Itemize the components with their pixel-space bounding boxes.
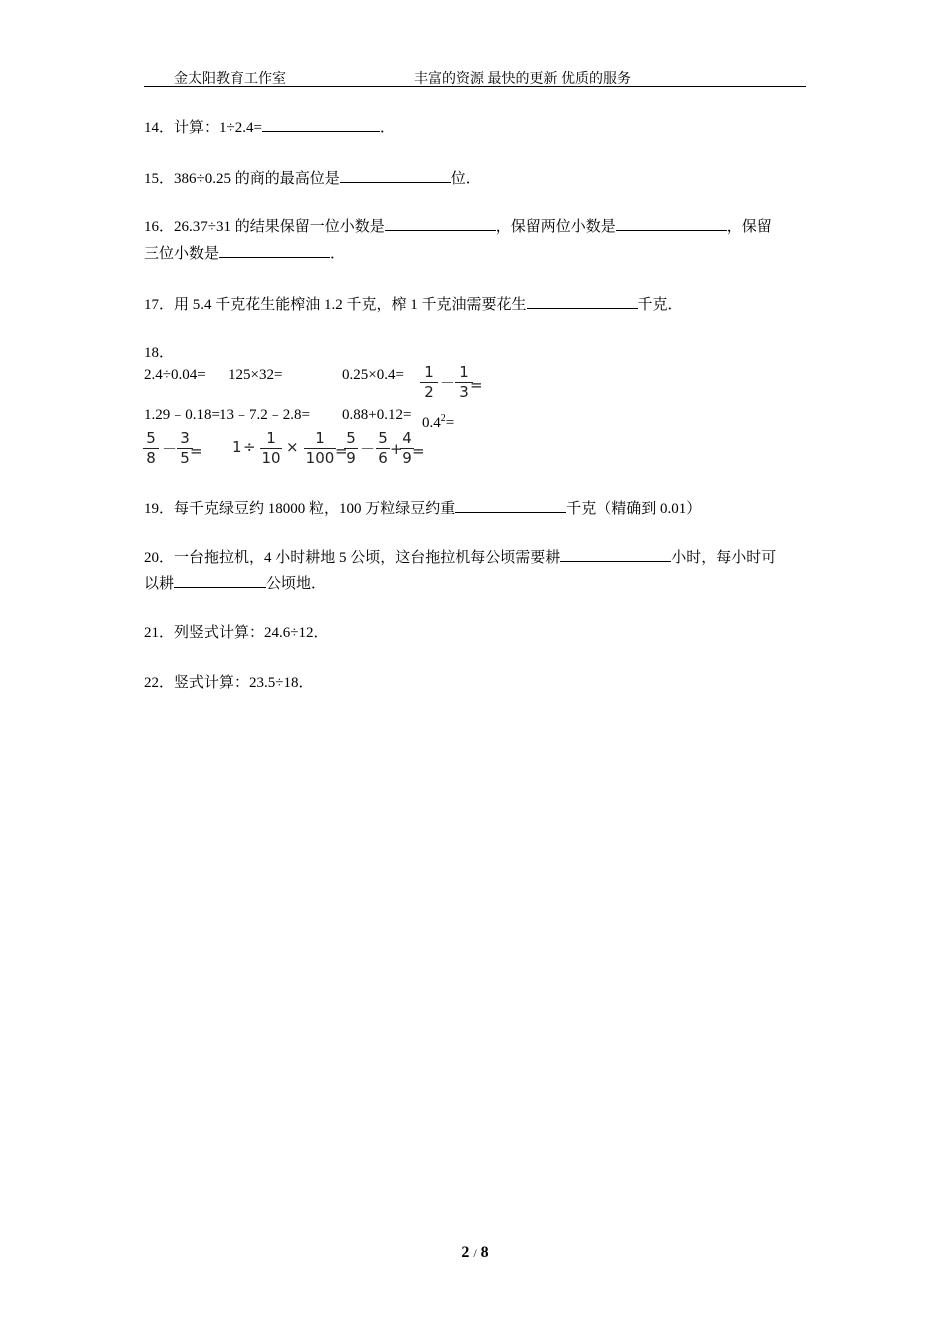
expr-0-25-times: 0.25×0.4= (342, 367, 404, 383)
fraction-1-3: 1 3 (455, 364, 473, 401)
fraction-5-9: 5 9 (344, 430, 358, 467)
fraction-1-100: 1 100 (305, 429, 335, 467)
question-19: 19．每千克绿豆约 18000 粒，100 万粒绿豆约重 千克（精确到 0.01） (144, 498, 701, 520)
answer-blank[interactable] (192, 573, 266, 588)
question-16: 16．26.37÷31 的结果保留一位小数是 ，保留两位小数是 ，保留 (144, 216, 772, 238)
question-18-label: 18． (144, 345, 175, 361)
times-sign: × (286, 438, 299, 456)
question-20-line2: 以耕 公顷地． (144, 573, 326, 595)
expr-0-4-squared: $0.4^2=$ (422, 413, 455, 431)
fraction-5-8: 5 8 (143, 430, 159, 467)
fraction-5-6: 5 6 (376, 430, 390, 467)
page-header (144, 68, 806, 87)
expr-13-minus: 13﹣7.2﹣2.8= (219, 407, 310, 423)
answer-blank[interactable] (403, 216, 496, 231)
page-number: 2 / 8 (461, 1244, 489, 1261)
answer-blank[interactable] (358, 168, 451, 183)
fraction-1-10: 1 10 (261, 429, 281, 467)
answer-blank[interactable] (545, 294, 638, 309)
fraction-3-5: 3 5 (177, 430, 193, 467)
equals-sign: = (335, 442, 348, 460)
answer-blank[interactable] (634, 216, 727, 231)
fraction-4-9: 4 9 (400, 430, 414, 467)
question-21: 21．列竖式计算：24.6÷12． (144, 625, 329, 641)
minus-sign: － (360, 440, 376, 458)
header-left: 金太阳教育工作室 (174, 72, 286, 87)
question-15: 15．386÷0.25 的商的最高位是 位． (144, 168, 481, 190)
answer-blank[interactable] (473, 498, 566, 513)
equals-sign: = (190, 442, 203, 460)
digit-one: 1 (232, 438, 242, 456)
expr-1-29-minus: 1.29﹣0.18= (144, 407, 220, 423)
question-22: 22．竖式计算：23.5÷18． (144, 675, 314, 691)
minus-sign: － (162, 440, 178, 458)
question-17: 17．用 5.4 千克花生能榨油 1.2 千克，榨 1 千克油需要花生 千克． (144, 294, 683, 316)
divide-sign: ÷ (243, 438, 256, 456)
equals-sign: = (470, 376, 483, 394)
plus-sign: + (390, 440, 403, 458)
answer-blank[interactable] (237, 243, 330, 258)
minus-sign: － (440, 374, 456, 392)
expr-125-times: 125×32= (228, 367, 283, 383)
question-14: 14．计算：1÷2.4= ． (144, 117, 395, 139)
question-16-line2: 三位小数是 ． (144, 243, 345, 265)
expr-0-88-plus: 0.88+0.12= (342, 407, 412, 423)
fraction-1-2: 1 2 (420, 364, 438, 401)
question-20: 20．一台拖拉机，4 小时耕地 5 公顷，这台拖拉机每公顷需要耕 小时，每小时可 (144, 547, 776, 569)
header-right: 丰富的资源 最快的更新 优质的服务 (414, 72, 631, 87)
expr-2-4-div: 2.4÷0.04= (144, 367, 206, 383)
answer-blank[interactable] (578, 547, 671, 562)
answer-blank[interactable] (280, 117, 380, 132)
equals-sign: = (412, 442, 425, 460)
